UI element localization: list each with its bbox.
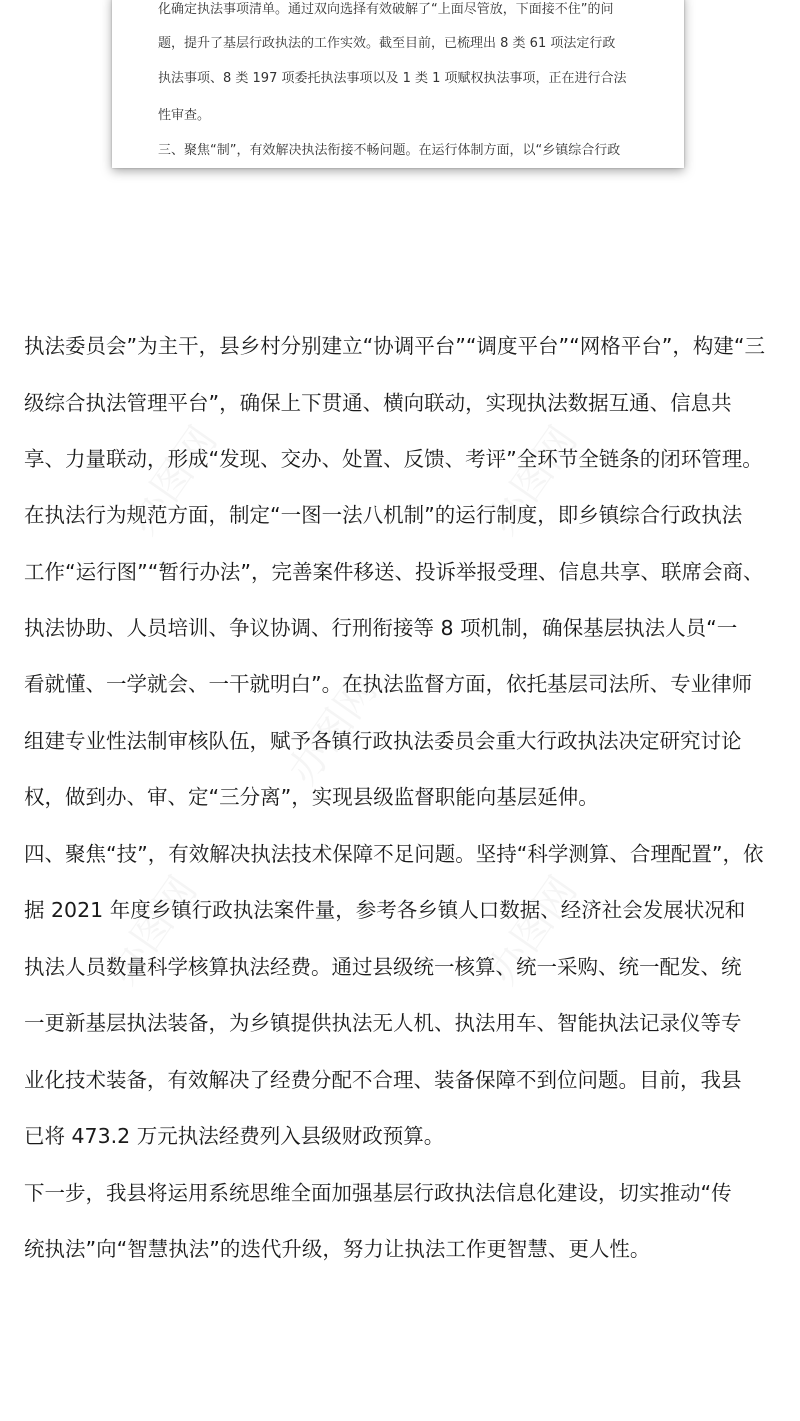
preview-line: 性审查。 (158, 108, 211, 123)
body-line: 下一步，我县将运用系统思维全面加强基层行政执法信息化建设，切实推动“传 (24, 1181, 732, 1205)
body-line: 四、聚焦“技”，有效解决执法技术保障不足问题。坚持“科学测算、合理配置”，依 (24, 842, 764, 866)
body-line: 执法人员数量科学核算执法经费。通过县级统一核算、统一采购、统一配发、统 (24, 955, 742, 979)
body-line: 统执法”向“智慧执法”的迭代升级，努力让执法工作更智慧、更人性。 (24, 1237, 651, 1261)
watermark: 办图网 (119, 418, 227, 543)
preview-line: 化确定执法事项清单。通过双向选择有效破解了“上面尽管放，下面接不住”的问 (158, 2, 614, 17)
preview-line: 三、聚焦“制”，有效解决执法衔接不畅问题。在运行体制方面，以“乡镇综合行政 (158, 143, 621, 158)
body-line: 工作“运行图”“暂行办法”，完善案件移送、投诉举报受理、信息共享、联席会商、 (24, 560, 764, 584)
body-line: 一更新基层执法装备，为乡镇提供执法无人机、执法用车、智能执法记录仪等专 (24, 1011, 742, 1035)
preview-line: 题，提升了基层行政执法的工作实效。截至目前，已梳理出 8 类 61 项法定行政 (158, 36, 616, 51)
page-preview-card (112, 0, 684, 168)
body-line: 权，做到办、审、定“三分离”，实现县级监督职能向基层延伸。 (24, 785, 599, 809)
body-line: 业化技术装备，有效解决了经费分配不合理、装备保障不到位问题。目前，我县 (24, 1068, 742, 1092)
body-line: 据 2021 年度乡镇行政执法案件量，参考各乡镇人口数据、经济社会发展状况和 (24, 898, 746, 922)
watermark: 办图网 (479, 868, 587, 993)
body-line: 级综合执法管理平台”，确保上下贯通、横向联动，实现执法数据互通、信息共 (24, 391, 732, 415)
body-line: 在执法行为规范方面，制定“一图一法八机制”的运行制度，即乡镇综合行政执法 (24, 503, 743, 527)
body-line: 组建专业性法制审核队伍，赋予各镇行政执法委员会重大行政执法决定研究讨论 (24, 729, 742, 753)
body-line: 执法委员会”为主干，县乡村分别建立“协调平台”“调度平台”“网格平台”，构建“三 (24, 334, 765, 358)
body-line: 看就懂、一学就会、一干就明白”。在执法监督方面，依托基层司法所、专业律师 (24, 672, 753, 696)
preview-line: 执法事项、8 类 197 项委托执法事项以及 1 类 1 项赋权执法事项，正在进行合法 (158, 71, 627, 86)
body-line: 享、力量联动，形成“发现、交办、处置、反馈、考评”全环节全链条的闭环管理。 (24, 447, 763, 471)
body-line: 执法协助、人员培训、争议协调、行刑衔接等 8 项机制，确保基层执法人员“一 (24, 616, 738, 640)
body-line: 已将 473.2 万元执法经费列入县级财政预算。 (24, 1124, 445, 1148)
watermark: 办图网 (279, 668, 387, 793)
watermark: 办图网 (99, 868, 207, 993)
watermark: 办图网 (479, 418, 587, 543)
